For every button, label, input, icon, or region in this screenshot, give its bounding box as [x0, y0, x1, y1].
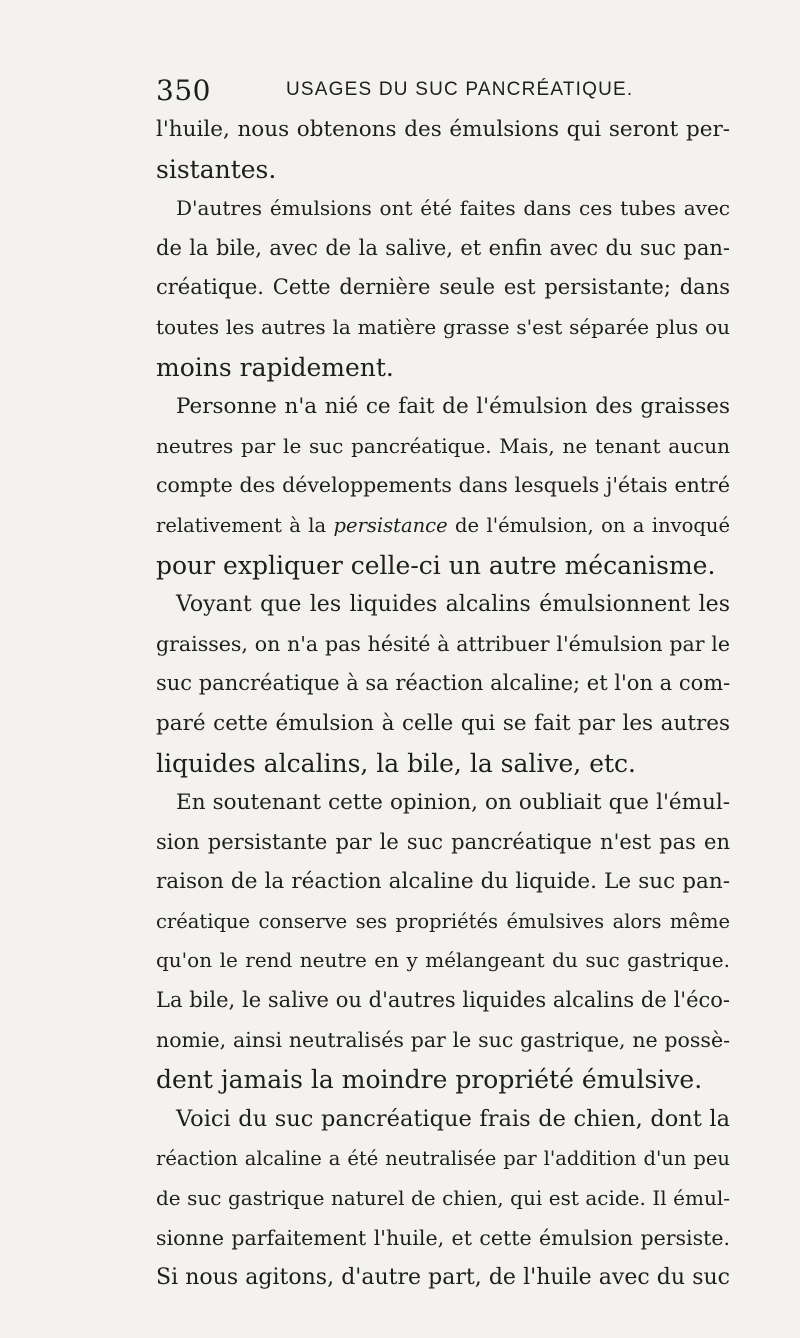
text-line: réaction alcaline a été neutralisée par l'addition d'un peu — [156, 1147, 730, 1171]
italic-word-persistance: persistance — [333, 513, 448, 537]
text-line: nomie, ainsi neutralisés par le suc gastrique, ne possè- — [156, 1027, 730, 1052]
text-line: moins rapidement. — [156, 352, 394, 382]
text-line: Voyant que les liquides alcalins émulsionnent les — [176, 592, 730, 618]
text-line: pour expliquer celle-ci un autre mécanisme. — [156, 550, 716, 580]
text-line: créatique conserve ses propriétés émulsives alors même — [156, 909, 730, 933]
text-line: neutres par le suc pancréatique. Mais, ne tenant aucun — [156, 433, 730, 458]
text-line — [156, 506, 730, 546]
text-line: compte des développements dans lesquels j'étais entré — [156, 473, 730, 498]
text-line: sion persistante par le suc pancréatique n'est pas en — [156, 829, 730, 854]
text-line: sionne parfaitement l'huile, et cette émulsion persiste. — [156, 1225, 730, 1250]
text-line: liquides alcalins, la bile, la salive, etc. — [156, 748, 636, 778]
text-line: créatique. Cette dernière seule est persistante; dans — [156, 275, 730, 300]
text-line: dent jamais la moindre propriété émulsive. — [156, 1065, 703, 1095]
body-text — [156, 110, 730, 1298]
text-line: Personne n'a nié ce fait de l'émulsion des graisses — [176, 394, 730, 420]
text-line: raison de la réaction alcaline du liquide. Le suc pan- — [156, 869, 730, 895]
text-segment: relativement à la — [156, 513, 334, 537]
page-header — [156, 74, 640, 114]
text-line: sistantes. — [156, 154, 277, 184]
text-line: paré cette émulsion à celle qui se fait par les autres — [156, 710, 730, 736]
text-line: qu'on le rend neutre en y mélangeant du suc gastrique. — [156, 948, 730, 973]
running-title: USAGES DU SUC PANCRÉATIQUE. — [286, 79, 634, 100]
text-line: Si nous agitons, d'autre part, de l'huile avec du suc — [156, 1265, 730, 1291]
text-line: En soutenant cette opinion, on oubliait que l'émul- — [176, 790, 730, 816]
text-line: l'huile, nous obtenons des émulsions qui seront per- — [156, 117, 730, 142]
text-line: de suc gastrique naturel de chien, qui est acide. Il émul- — [156, 1186, 730, 1211]
text-line: graisses, on n'a pas hésité à attribuer l'émulsion par le — [156, 631, 730, 656]
text-line: suc pancréatique à sa réaction alcaline; et l'on a com- — [156, 671, 730, 696]
page-number: 350 — [156, 74, 211, 107]
text-line: La bile, le salive ou d'autres liquides alcalins de l'éco- — [156, 988, 730, 1013]
text-line: D'autres émulsions ont été faites dans ces tubes avec — [176, 196, 730, 221]
text-segment: de l'émulsion, on a invoqué — [447, 513, 730, 537]
text-line: de la bile, avec de la salive, et enfin avec du suc pan- — [156, 235, 730, 260]
text-line: toutes les autres la matière grasse s'est séparée plus ou — [156, 314, 730, 339]
text-line: Voici du suc pancréatique frais de chien, dont la — [176, 1105, 730, 1132]
